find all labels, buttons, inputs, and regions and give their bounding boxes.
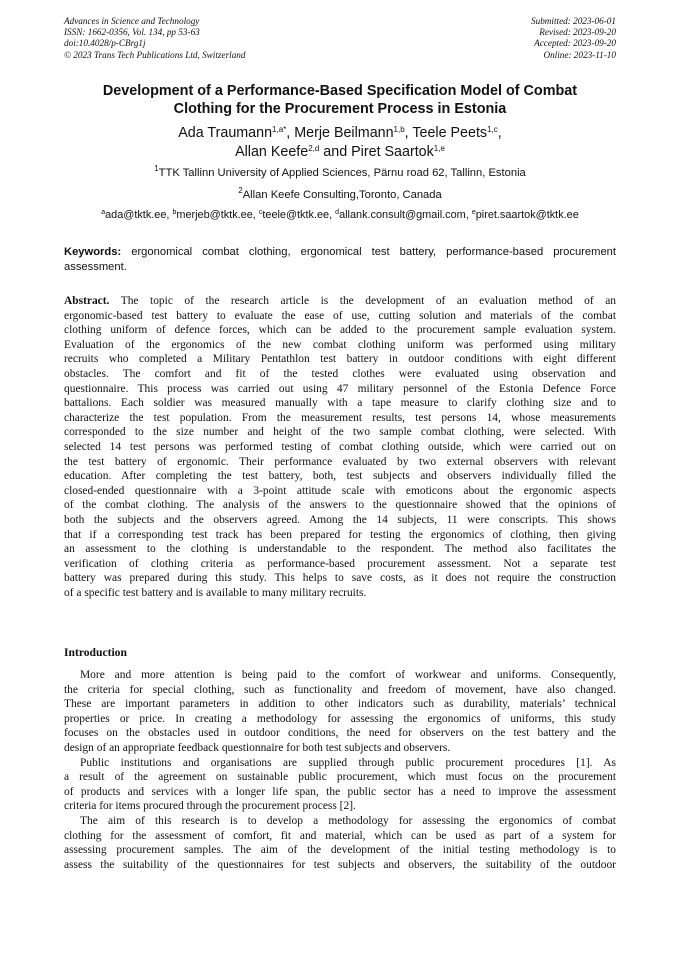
keywords-label: Keywords: [64,246,122,258]
affiliation-sup: 1 [154,164,159,173]
abstract-first-line: The topic of the research article is the development of an evaluation method of an [109,295,616,307]
text-line: The aim of this research is to develop a methodology for assessing the ergonomics of combat [80,814,616,827]
author-separator: , [286,125,295,141]
affiliation-text: Allan Keefe Consulting,Toronto, Canada [242,189,442,201]
author-name: Merje Beilmann [294,125,394,141]
email-link[interactable]: piret.saartok@tktk.ee [475,209,579,221]
email-sup: b [172,209,177,216]
section-heading-introduction: Introduction [64,646,127,659]
author-affil-sup: 1,a* [272,125,287,134]
text-line: focuses on the obstacles used in outdoor conditions, the need for observers on the test battery and the [64,727,616,740]
text-line: of a specific test battery and is available to many military recruits. [64,586,367,599]
email-link[interactable]: teele@tktk.ee, [262,209,336,221]
date-revised: Revised: 2023-09-20 [539,27,616,38]
journal-copyright: © 2023 Trans Tech Publications Ltd, Switzerland [64,49,246,60]
text-line: obstacles. The comfort and fit of the tested clothes were evaluated using observation and [64,367,616,380]
abstract-line [64,294,616,309]
author-separator: and [319,143,352,160]
email-sup: e [471,209,476,216]
text-line: education. After completing the test battery, both, test subjects and observers individually filled the [64,470,616,483]
author-affil-sup: 1,b [393,125,405,134]
text-line: Public institutions and organisations are supplied through public procurement procedures [1]. As [80,756,616,769]
text-line: criteria for items procured through the procurement process [2]. [64,800,356,813]
text-line: verification of clothing criteria as performance-based procurement assessment. Not a separate test [64,557,616,570]
author-name: Allan Keefe [235,143,309,160]
author-affil-sup: 1,e [433,143,445,153]
author-separator: , [497,125,502,141]
affiliation-2 [64,186,616,201]
journal-doi: doi:10.4028/p-CBrg1j [64,38,146,49]
text-line: assessing procurement samples. The aim of the development of the initial testing methodology is to [64,844,616,857]
author-line [64,124,616,143]
email-sup: c [258,209,263,216]
affiliation-1 [64,164,616,179]
author-name: Piret Saartok [351,143,434,160]
text-line: ergonomic-based test battery to evaluate the ease of use, cutting solution and materials of the combat [64,309,616,322]
text-line: both the subjects and the observers agreed. Among the 14 subjects, 11 were conscripts. This shows [64,513,616,526]
author-line [64,143,616,162]
title-line: Development of a Performance-Based Specification Model of Combat [102,83,578,99]
keywords [64,245,616,274]
journal-name: Advances in Science and Technology [64,16,200,26]
text-line: properties or price. In creating a methodology for assessing the ergonomics of uniforms, this study [64,712,616,725]
text-line: design of an appropriate feedback questionnaire for both test subjects and observers. [64,741,451,754]
affiliation-text: TTK Tallinn University of Applied Sciences, Pärnu road 62, Tallinn, Estonia [158,167,526,179]
paper-title [64,82,616,118]
text-line: These are important parameters in addition to other indicators such as durability, materials’ technical [64,698,616,711]
submission-dates [531,16,616,61]
text-line: battery was prepared during this study. This helps to save costs, as it does not require the construction [64,572,616,585]
text-line: of products and services with a longer life span, the public sector has a need to improve the assessment [64,785,616,798]
text-line: characterize the test population. From the measurement results, test persons 14, whose measurements [64,411,616,424]
date-online: Online: 2023-11-10 [543,49,616,60]
email-sup: d [335,209,340,216]
author-affil-sup: 1,c [487,125,498,134]
date-submitted: Submitted: 2023-06-01 [531,16,616,26]
text-line: closed-ended questionnaire with a 3-point attitude scale with emoticons about the ergonomic aspects [64,484,616,497]
journal-info [64,16,245,61]
abstract [64,294,616,600]
abstract-body [64,309,616,601]
keywords-text: ergonomical combat clothing, ergonomical test battery, performance-based procurement assessment. [64,246,616,273]
text-line: clothing uniform of defence forces, which can be added to the procurement sample evaluation system. [64,324,616,337]
text-line: recruits who completed a Military Pentathlon test battery in outdoor conditions with eight different [64,353,616,366]
text-line: corresponded to the size number and height of the two sample combat clothing, were selected. With [64,426,616,439]
text-line: of the combat clothing. The analysis of the answers to the questionnaire showed that the opinions of [64,499,616,512]
text-line: the criteria for special clothing, such as functionality and freedom of movement, have also changed. [64,683,616,696]
text-line: assess the suitability of the questionnaires for test subjects and observers, the suitability of the outdoor [64,858,616,871]
text-line: a result of the agreement on sustainable public procurement, which must focus on the procurement [64,771,616,784]
text-line: that if a corresponding test track has been prepared for testing the ergonomics of clothing, then giving [64,528,616,541]
journal-issn: ISSN: 1662-0356, Vol. 134, pp 53-63 [64,27,200,38]
email-link[interactable]: allank.consult@gmail.com, [339,209,472,221]
abstract-label: Abstract. [64,295,110,307]
author-list [64,124,616,161]
affiliation-sup: 2 [238,186,243,195]
email-link[interactable]: merjeb@tktk.ee, [176,209,259,221]
text-line: the test battery of ergonomic. Their performance evaluated by two external observers with relevant [64,455,616,468]
author-emails [64,209,616,221]
email-link[interactable]: ada@tktk.ee, [105,209,173,221]
author-affil-sup: 2,d [308,143,320,153]
text-line: selected 14 test persons was performed testing of combat clothing outside, which were carried out on [64,440,616,453]
author-separator: , [404,125,413,141]
text-line: an assessment to the clothing is understandable to the respondent. The method also facilitates the [64,543,616,556]
text-line: clothing for the assessment of comfort, fit and material, which can be used as part of a system for [64,829,616,842]
text-line: questionnaire. This process was carried out using 47 military personnel of the Estonia Defence Force [64,382,616,395]
text-line: Evaluation of the ergonomics of the new combat clothing uniform was performed using military [64,338,616,351]
title-line: Clothing for the Procurement Process in Estonia [173,101,507,117]
introduction-body [64,668,616,872]
text-line: battalions. Each soldier was measured manually with a tape measure to clarify clothing size and to [64,397,616,410]
date-accepted: Accepted: 2023-09-20 [534,38,616,49]
email-sup: a [101,209,106,216]
author-name: Ada Traumann [178,125,273,141]
text-line: More and more attention is being paid to the comfort of workwear and uniforms. Consequently, [80,669,616,681]
author-name: Teele Peets [412,125,488,141]
